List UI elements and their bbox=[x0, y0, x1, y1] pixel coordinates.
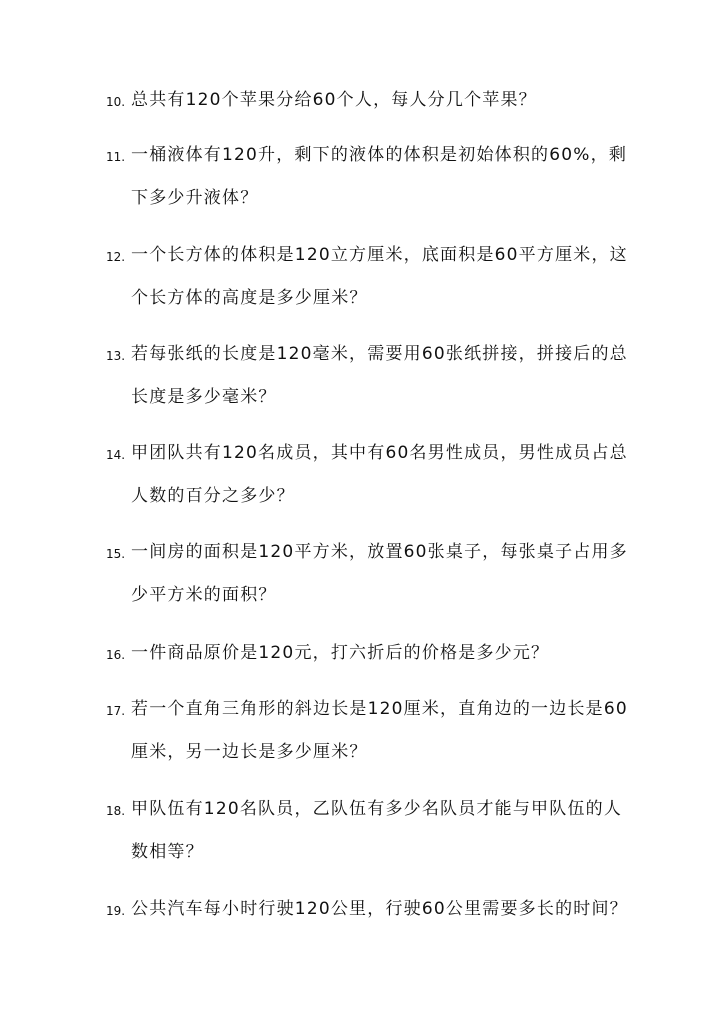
question-number: 17. bbox=[106, 704, 126, 718]
question-number: 13. bbox=[106, 349, 126, 363]
question-text-line: 一桶液体有120升，剩下的液体的体积是初始体积的60%，剩 bbox=[131, 145, 628, 165]
question-number: 11. bbox=[106, 150, 126, 164]
question-number: 15. bbox=[106, 547, 126, 561]
question-number: 19. bbox=[106, 904, 126, 918]
question-text-line: 总共有120个苹果分给60个人，每人分几个苹果？ bbox=[131, 90, 537, 110]
question-text-line: 长度是多少毫米？ bbox=[131, 387, 277, 407]
question-number: 16. bbox=[106, 648, 126, 662]
question-text-line: 一间房的面积是120平方米，放置60张桌子，每张桌子占用多 bbox=[131, 542, 628, 562]
question-text-line: 若每张纸的长度是120毫米，需要用60张纸拼接，拼接后的总 bbox=[131, 344, 628, 364]
question-text-line: 个长方体的高度是多少厘米？ bbox=[131, 288, 368, 308]
question-text-line: 甲队伍有120名队员，乙队伍有多少名队员才能与甲队伍的人 bbox=[131, 799, 623, 819]
question-text-line: 一个长方体的体积是120立方厘米，底面积是60平方厘米，这 bbox=[131, 245, 628, 265]
question-number: 12. bbox=[106, 250, 126, 264]
question-text-line: 公共汽车每小时行驶120公里，行驶60公里需要多长的时间？ bbox=[131, 899, 628, 919]
question-text-line: 数相等？ bbox=[131, 842, 204, 862]
question-text-line: 少平方米的面积？ bbox=[131, 585, 277, 605]
question-text-line: 下多少升液体？ bbox=[131, 188, 259, 208]
question-text-line: 若一个直角三角形的斜边长是120厘米，直角边的一边长是60 bbox=[131, 699, 628, 719]
question-number: 10. bbox=[106, 95, 126, 109]
question-number: 18. bbox=[106, 804, 126, 818]
question-text-line: 人数的百分之多少？ bbox=[131, 486, 295, 506]
question-number: 14. bbox=[106, 448, 126, 462]
question-text-line: 甲团队共有120名成员，其中有60名男性成员，男性成员占总 bbox=[131, 443, 628, 463]
question-text-line: 厘米，另一边长是多少厘米？ bbox=[131, 742, 368, 762]
question-text-line: 一件商品原价是120元，打六折后的价格是多少元？ bbox=[131, 643, 550, 663]
